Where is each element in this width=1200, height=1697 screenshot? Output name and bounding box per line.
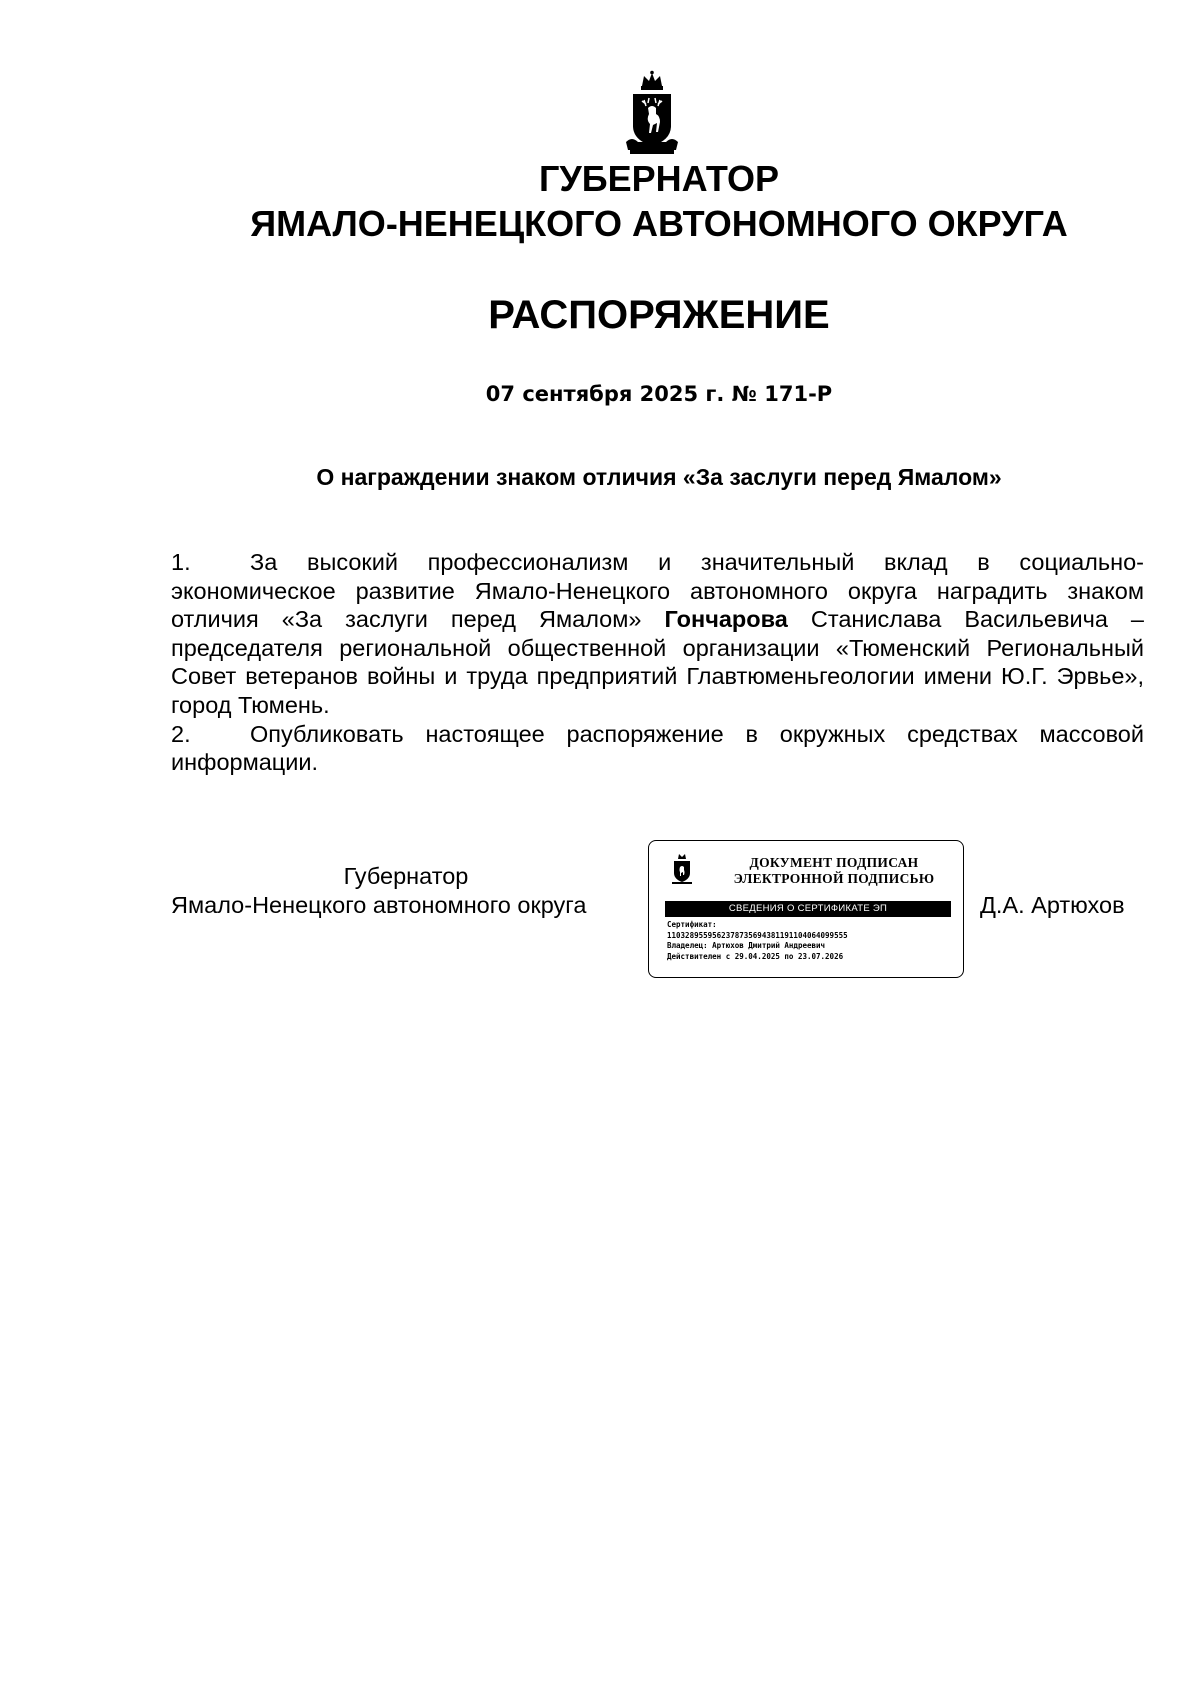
paragraph-1-text-a: За высокий профессионализм и значительный вклад в социально-экономическое развитие Ямало-Ненецкого автономного округа наградить знаком отличия «За заслуги перед Ямалом» (171, 549, 1144, 633)
signatory-title (171, 862, 641, 919)
paragraph-2 (171, 720, 1144, 777)
document-subject: О награждении знаком отличия «За заслуги перед Ямалом» (316, 464, 1002, 490)
stamp-line2: ЭЛЕКТРОННОЙ ПОДПИСЬЮ (733, 871, 935, 886)
paragraph-1 (171, 548, 1144, 720)
stamp-certificate-bar: СВЕДЕНИЯ О СЕРТИФИКАТЕ ЭП (665, 901, 951, 917)
signatory-name: Д.А. Артюхов (980, 892, 1125, 918)
awardee-surname: Гончарова (664, 606, 788, 633)
electronic-signature-stamp (648, 840, 964, 978)
certificate-validity: Действителен с 29.04.2025 по 23.07.2026 (667, 951, 844, 961)
document-date-number: 07 сентября 2025 г. № 171-Р (485, 382, 833, 406)
document-body (171, 548, 1144, 777)
paragraph-1-number: 1. (171, 549, 191, 575)
yanao-coat-of-arms-icon (622, 70, 682, 156)
stamp-line1: ДОКУМЕНТ ПОДПИСАН (749, 855, 919, 870)
certificate-label: Сертификат: (667, 920, 717, 929)
signatory-title-line1: Губернатор (343, 863, 469, 889)
stamp-certificate-info (667, 920, 957, 962)
paragraph-2-text: Опубликовать настоящее распоряжение в окружных средствах массовой информации. (171, 720, 1144, 776)
stamp-heading (711, 855, 957, 887)
document-header-title: ГУБЕРНАТОР (538, 158, 779, 199)
stamp-emblem-icon (671, 853, 693, 885)
document-type: РАСПОРЯЖЕНИЕ (488, 293, 830, 337)
signatory-title-line2: Ямало-Ненецкого автономного округа (171, 891, 587, 918)
certificate-owner: Владелец: Артюхов Дмитрий Андреевич (667, 941, 826, 950)
certificate-number: 1103289559562378735694381191104064099555 (667, 930, 848, 940)
document-header-region: ЯМАЛО-НЕНЕЦКОГО АВТОНОМНОГО ОКРУГА (250, 203, 1068, 244)
paragraph-2-number: 2. (171, 720, 191, 747)
paragraph-1-text-b: Станислава Васильевича – председателя региональной общественной организации «Тюменский Региональный Совет ветеранов войны и труда предприятий Главтюменьгеологии имени Ю.Г. Эрвье», город Тюмень. (171, 606, 1144, 718)
